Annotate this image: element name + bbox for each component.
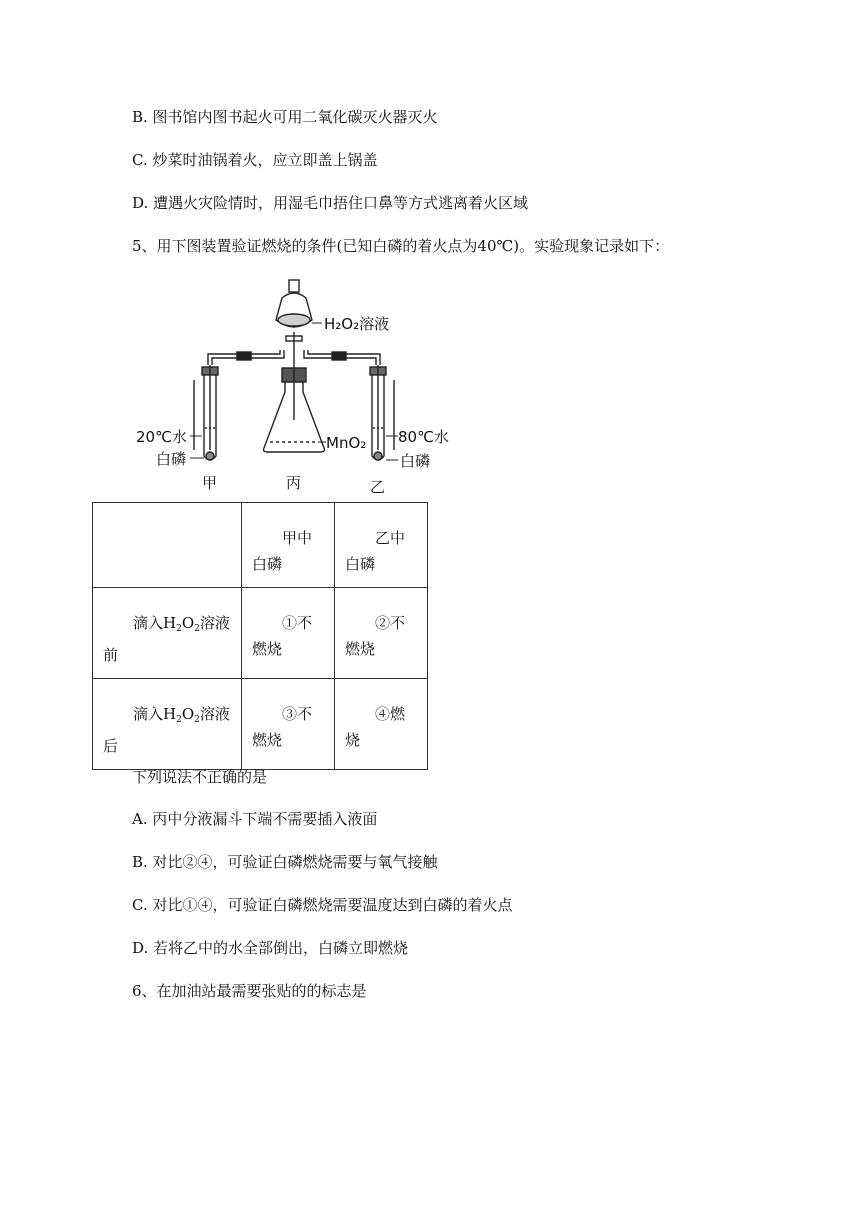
table-cell-1: ①不燃烧	[242, 588, 335, 679]
question-6-stem: 6、在加油站最需要张贴的的标志是	[132, 982, 367, 1000]
results-table	[92, 502, 428, 770]
option-q4-c: C. 炒菜时油锅着火，应立即盖上锅盖	[132, 151, 378, 169]
table-row-label-after: 滴入$H_2O_2$溶液 后	[93, 679, 242, 770]
option-q4-d: D. 遭遇火灾险情时，用湿毛巾捂住口鼻等方式逃离着火区域	[132, 194, 529, 212]
test-tube-right	[370, 365, 394, 460]
left-p-label: 白磷	[156, 450, 187, 468]
test-tube-left	[194, 365, 218, 460]
option-q5-d: D. 若将乙中的水全部倒出，白磷立即燃烧	[132, 939, 409, 957]
table-cell-4: ④燃烧	[335, 679, 428, 770]
conical-flask	[264, 350, 325, 452]
question-5-stem: 5、用下图装置验证燃烧的条件(已知白磷的着火点为40℃)。实验现象记录如下：	[132, 237, 670, 255]
mno2-label: MnO₂	[326, 434, 367, 452]
option-q5-b: B. 对比②④，可验证白磷燃烧需要与氧气接触	[132, 853, 438, 871]
tube-label-yi: 乙	[370, 478, 386, 496]
flask-label-bing: 丙	[286, 474, 302, 492]
question-5-prompt: 下列说法不正确的是	[132, 768, 268, 786]
table-row-header	[93, 503, 428, 588]
table-row	[93, 588, 428, 679]
table-header-jia: 甲中白磷	[242, 503, 335, 588]
table-cell-2: ②不燃烧	[335, 588, 428, 679]
table-cell-empty	[93, 503, 242, 588]
tube-label-jia: 甲	[202, 474, 218, 492]
table-cell-3: ③不燃烧	[242, 679, 335, 770]
option-q5-c: C. 对比①④，可验证白磷燃烧需要温度达到白磷的着火点	[132, 896, 513, 914]
left-water-label: 20℃水	[136, 428, 187, 446]
h2o2-label: H₂O₂溶液	[324, 315, 390, 333]
right-water-label: 80℃水	[398, 428, 449, 446]
table-row-label-before: 滴入$H_2O_2$溶液 前	[93, 588, 242, 679]
combustion-apparatus-figure	[132, 270, 452, 500]
separatory-funnel	[276, 280, 312, 350]
table-row	[93, 679, 428, 770]
option-q5-a: A. 丙中分液漏斗下端不需要插入液面	[132, 810, 378, 828]
right-p-label: 白磷	[400, 452, 431, 470]
table-header-yi: 乙中白磷	[335, 503, 428, 588]
option-q4-b: B. 图书馆内图书起火可用二氧化碳灭火器灭火	[132, 108, 438, 126]
